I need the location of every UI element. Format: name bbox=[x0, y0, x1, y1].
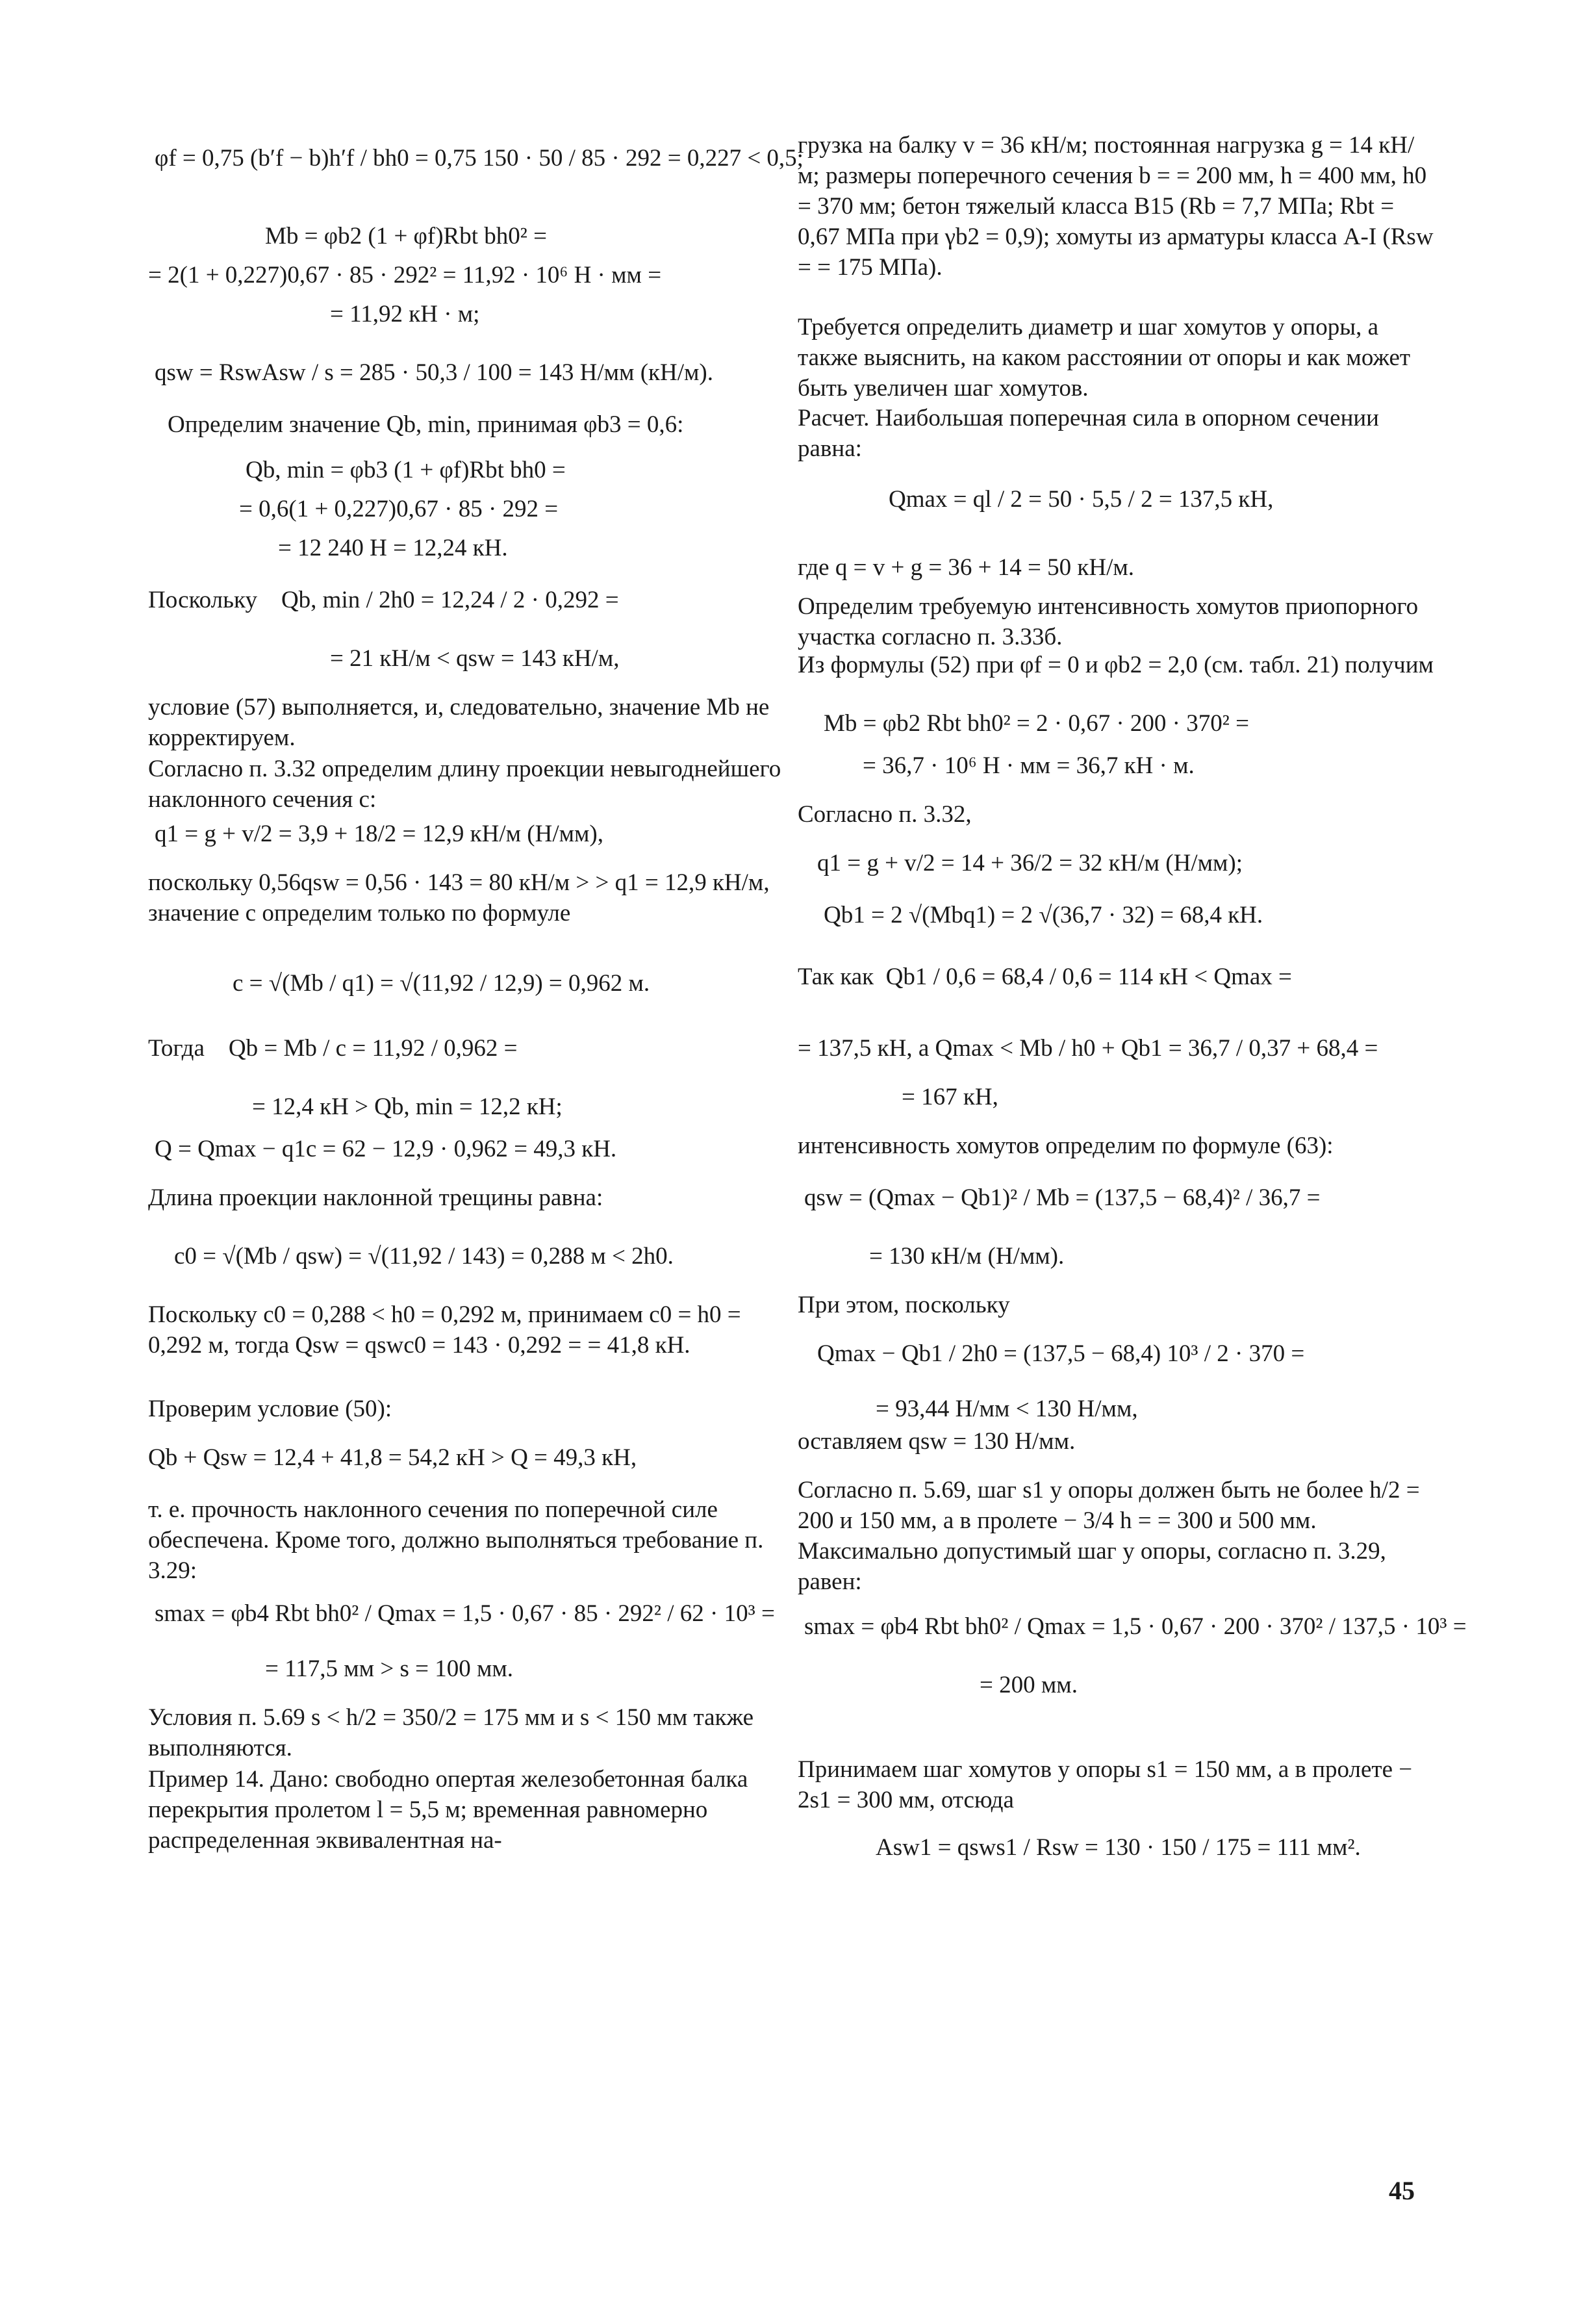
paragraph-strength-ok: т. е. прочность наклонного сечения по поперечной силе обеспечена. Кроме того, должно выполняться требование п. 3.29: bbox=[148, 1496, 764, 1584]
paragraph-conditions-569: Условия п. 5.69 s < h/2 = 350/2 = 175 мм и s < 150 мм также выполняются. bbox=[148, 1704, 754, 1761]
formula-qbmin-result: = 12 240 Н = 12,24 кН. bbox=[278, 535, 508, 561]
paragraph-condition-57: условие (57) выполняется, и, следовательно, значение Mb не корректируем. bbox=[148, 694, 770, 751]
formula-qmax-compare: = 137,5 кН, а Qmax < Mb / h0 + Qb1 = 36,7 / 0,37 + 68,4 = bbox=[798, 1035, 1378, 1062]
formula-smax-right: smax = φb4 Rbt bh0² / Qmax = 1,5 · 0,67 · 200 · 370² / 137,5 · 10³ = bbox=[804, 1613, 1467, 1640]
formula-q1: q1 = g + v/2 = 3,9 + 18/2 = 12,9 кН/м (Н/мм), bbox=[155, 821, 604, 847]
formula-qb-result: = 12,4 кН > Qb, min = 12,2 кН; bbox=[252, 1093, 563, 1120]
formula-ratio: Qmax − Qb1 / 2h0 = (137,5 − 68,4) 10³ / 2 · 370 = bbox=[817, 1340, 1305, 1367]
formula-q1-right: q1 = g + v/2 = 14 + 36/2 = 32 кН/м (Н/мм); bbox=[817, 850, 1243, 876]
page-number: 45 bbox=[1389, 2176, 1415, 2205]
formula-q-sum: где q = v + g = 36 + 14 = 50 кН/м. bbox=[798, 554, 1135, 581]
text-qbmin-intro: Определим значение Qb, min, принимая φb3 = 0,6: bbox=[168, 411, 684, 438]
formula-qsw-right-result: = 130 кН/м (Н/мм). bbox=[869, 1243, 1065, 1270]
formula-poskolku: Поскольку Qb, min / 2h0 = 12,24 / 2 · 0,292 = bbox=[148, 587, 619, 613]
formula-qsw-right: qsw = (Qmax − Qb1)² / Mb = (137,5 − 68,4)² / 36,7 = bbox=[804, 1184, 1321, 1211]
paragraph-load-data: грузка на балку v = 36 кН/м; постоянная нагрузка g = 14 кН/м; размеры поперечного сечения b = = 200 мм, h = 400 мм, h0 = 370 мм; бетон тяжелый класса В15 (Rb = 7,7 МПа; Rbt = 0,67 МПа при γb2 = 0,9); хомуты из арматуры класса А-I (Rsw = = 175 МПа). bbox=[798, 132, 1434, 281]
formula-smax-left: smax = φb4 Rbt bh0² / Qmax = 1,5 · 0,67 · 85 · 292² / 62 · 10³ = bbox=[155, 1600, 775, 1627]
formula-mb-calc: = 2(1 + 0,227)0,67 · 85 · 292² = 11,92 · 10⁶ Н · мм = bbox=[148, 262, 662, 288]
formula-qbmin-calc: = 0,6(1 + 0,227)0,67 · 85 · 292 = bbox=[239, 496, 559, 522]
formula-ratio-result: = 93,44 Н/мм < 130 Н/мм, bbox=[876, 1396, 1138, 1422]
formula-phi-f: φf = 0,75 (b′f − b)h′f / bh0 = 0,75 150 · 50 / 85 · 292 = 0,227 < 0,5; bbox=[155, 145, 804, 172]
paragraph-section-569: Согласно п. 5.69, шаг s1 у опоры должен быть не более h/2 = 200 и 150 мм, а в пролете − 3/4 h = = 300 и 500 мм. Максимально допустимый шаг у опоры, согласно п. 3.29, равен: bbox=[798, 1477, 1420, 1595]
formula-c0: c0 = √(Mb / qsw) = √(11,92 / 143) = 0,288 м < 2h0. bbox=[174, 1243, 674, 1270]
formula-mb-right-result: = 36,7 · 10⁶ Н · мм = 36,7 кН · м. bbox=[863, 752, 1195, 779]
formula-qb-qsw: Qb + Qsw = 12,4 + 41,8 = 54,2 кН > Q = 49,3 кН, bbox=[148, 1444, 637, 1471]
paragraph-poskolku-056: поскольку 0,56qsw = 0,56 · 143 = 80 кН/м > > q1 = 12,9 кН/м, значение c определим только по формуле bbox=[148, 869, 770, 926]
text-keep-qsw: оставляем qsw = 130 Н/мм. bbox=[798, 1428, 1076, 1455]
paragraph-example-14: Пример 14. Дано: свободно опертая железобетонная балка перекрытия пролетом l = 5,5 м; временная равномерно распределенная эквивалентная на- bbox=[148, 1766, 748, 1854]
text-crack-length: Длина проекции наклонной трещины равна: bbox=[148, 1184, 603, 1211]
text-formula-63: интенсивность хомутов определим по формуле (63): bbox=[798, 1132, 1334, 1159]
formula-mb-right: Mb = φb2 Rbt bh0² = 2 · 0,67 · 200 · 370² = bbox=[824, 710, 1249, 737]
formula-qb: Тогда Qb = Mb / c = 11,92 / 0,962 = bbox=[148, 1035, 518, 1062]
paragraph-formula-52: Из формулы (52) при φf = 0 и φb2 = 2,0 (см. табл. 21) получим bbox=[798, 652, 1434, 678]
formula-smax-left-result: = 117,5 мм > s = 100 мм. bbox=[265, 1655, 514, 1682]
formula-mb: Mb = φb2 (1 + φf)Rbt bh0² = bbox=[265, 223, 547, 249]
formula-mb-result: = 11,92 кН · м; bbox=[330, 301, 480, 327]
formula-c: c = √(Mb / q1) = √(11,92 / 12,9) = 0,962 м. bbox=[233, 970, 650, 997]
formula-asw1: Asw1 = qsws1 / Rsw = 130 · 150 / 175 = 111 мм². bbox=[876, 1834, 1361, 1861]
paragraph-c0-check: Поскольку c0 = 0,288 < h0 = 0,292 м, принимаем c0 = h0 = 0,292 м, тогда Qsw = qswc0 = 143 · 0,292 = = 41,8 кН. bbox=[148, 1301, 741, 1359]
formula-qbmin: Qb, min = φb3 (1 + φf)Rbt bh0 = bbox=[246, 457, 566, 483]
formula-qmax: Qmax = ql / 2 = 50 · 5,5 / 2 = 137,5 кН, bbox=[889, 486, 1274, 513]
paragraph-section-332: Согласно п. 3.32 определим длину проекции невыгоднейшего наклонного сечения c: bbox=[148, 756, 781, 813]
formula-qsw: qsw = RswAsw / s = 285 · 50,3 / 100 = 143 Н/мм (кН/м). bbox=[155, 359, 713, 386]
formula-167: = 167 кН, bbox=[902, 1084, 998, 1110]
text-section-332: Согласно п. 3.32, bbox=[798, 801, 972, 828]
text-check-condition-50: Проверим условие (50): bbox=[148, 1396, 392, 1422]
paragraph-required-intensity: Определим требуемую интенсивность хомутов приопорного участка согласно п. 3.33б. bbox=[798, 593, 1419, 650]
formula-q: Q = Qmax − q1c = 62 − 12,9 · 0,962 = 49,3 кН. bbox=[155, 1136, 617, 1162]
formula-tak-kak: Так как Qb1 / 0,6 = 68,4 / 0,6 = 114 кН < Qmax = bbox=[798, 964, 1292, 990]
formula-qb1: Qb1 = 2 √(Mbq1) = 2 √(36,7 · 32) = 68,4 кН. bbox=[824, 902, 1263, 928]
paragraph-accept-step: Принимаем шаг хомутов у опоры s1 = 150 мм, а в пролете − 2s1 = 300 мм, отсюда bbox=[798, 1756, 1413, 1813]
paragraph-calculation: Расчет. Наибольшая поперечная сила в опорном сечении равна: bbox=[798, 405, 1379, 462]
formula-poskolku-result: = 21 кН/м < qsw = 143 кН/м, bbox=[330, 645, 620, 672]
paragraph-required: Требуется определить диаметр и шаг хомутов у опоры, а также выяснить, на каком расстоянии от опоры и как может быть увеличен шаг хомутов. bbox=[798, 314, 1411, 402]
formula-smax-right-result: = 200 мм. bbox=[980, 1672, 1078, 1698]
text-pri-etom: При этом, поскольку bbox=[798, 1292, 1010, 1318]
